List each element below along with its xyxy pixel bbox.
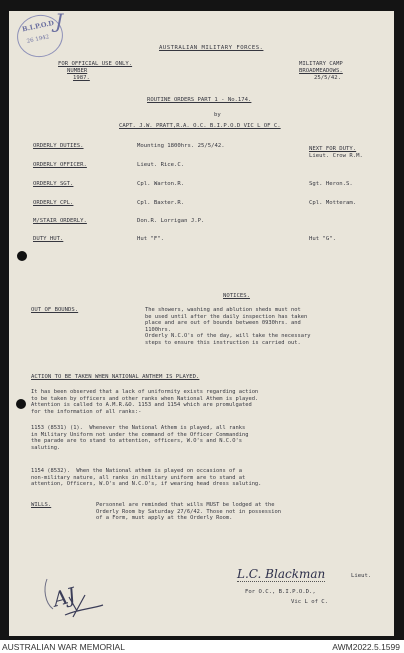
camp-location: BROADMEADOWS. xyxy=(299,68,343,74)
routine-orders-heading: ROUTINE ORDERS PART 1 - No.174. xyxy=(147,97,252,103)
archive-name: AUSTRALIAN WAR MEMORIAL xyxy=(2,642,125,652)
duty-value: Cpl. Warton.R. xyxy=(137,181,185,187)
handwritten-initials: AJ xyxy=(50,582,79,612)
archive-reference: AWM2022.5.1599 xyxy=(332,642,400,652)
stamp-initial: J xyxy=(55,11,64,33)
signature-for-line: For O.C., B.I.P.O.D., xyxy=(245,589,316,595)
by-label: by xyxy=(214,112,221,118)
duty-label: ORDERLY CPL. xyxy=(33,200,74,206)
duty-label: M/STAIR ORDERLY. xyxy=(33,218,87,224)
stamp-date: 26 1942 xyxy=(26,34,50,45)
duty-label: ORDERLY OFFICER. xyxy=(33,162,87,168)
commanding-officer: CAPT. J.W. PRATT,R.A. O.C. B.I.P.O.D VIC L OF C. xyxy=(119,123,281,129)
duty-value: Don.R. Lorrigan J.P. xyxy=(137,218,205,224)
document-page xyxy=(9,11,394,636)
duty-value: Cpl. Baxter.R. xyxy=(137,200,185,206)
document-date: 25/5/42. xyxy=(314,75,341,81)
anthem-intro: It has been observed that a lack of uniformity exists regarding action to be taken by officers and other ranks when National Athem is played. Attention is called to A.M.R.&O. 1153 and 1154 which are promulgated for the information of all ranks:- xyxy=(31,389,259,415)
document-title: AUSTRALIAN MILITARY FORCES. xyxy=(159,45,264,51)
duty-value: Hut "F". xyxy=(137,236,164,242)
duty-next: Cpl. Motteram. xyxy=(309,200,357,206)
duty-value: Lieut. Rice.C. xyxy=(137,162,185,168)
duty-next: NEXT FOR DUTY. xyxy=(309,146,357,152)
number-label: NUMBER xyxy=(67,68,88,74)
out-of-bounds-label: OUT OF BOUNDS. xyxy=(31,307,79,313)
duty-next: Lieut. Crow R.M. xyxy=(309,153,363,159)
officer-signature: L.C. Blackman xyxy=(237,567,326,581)
wills-label: WILLS. xyxy=(31,502,52,508)
wills-text: Personnel are reminded that wills MUST be lodged at the Orderly Room by Saturday 27/6/42. Those not in possession of a Form, must apply at the Orderly Room. xyxy=(96,502,281,521)
punch-hole-top xyxy=(17,251,27,261)
duty-value: Mounting 1800hrs. 25/5/42. xyxy=(137,143,225,149)
camp-name: MILITARY CAMP xyxy=(299,61,343,67)
archive-footer xyxy=(0,640,404,653)
order-1154: 1154 (8532). When the National athem is played on occasions of a non-military nature, all ranks in military uniform are to stand at attention, Officers, W.O's and N.C.O's, if wearing head dress saluting. xyxy=(31,468,262,487)
anthem-heading: ACTION TO BE TAKEN WHEN NATIONAL ANTHEM IS PLAYED. xyxy=(31,374,200,380)
duty-next: Hut "G". xyxy=(309,236,336,242)
duty-next: Sgt. Heron.S. xyxy=(309,181,353,187)
stamp-text: B.I.P.O.D xyxy=(21,18,55,34)
classification-line: FOR OFFICIAL USE ONLY. xyxy=(58,61,133,67)
signature-rank: Lieut. xyxy=(351,573,372,579)
duty-label: ORDERLY DUTIES. xyxy=(33,143,84,149)
duty-label: ORDERLY SGT. xyxy=(33,181,74,187)
duty-label: DUTY HUT. xyxy=(33,236,64,242)
order-1153: 1153 (8531) (1). Whenever the National Athem is played, all ranks in Military Uniform not under the command of the Officer Commanding the parade are to stand to attention, officers, W.O's and N.C.O's saluting. xyxy=(31,425,249,451)
number-value: 1987. xyxy=(73,75,90,81)
out-of-bounds-text: The showers, washing and ablution sheds must not be used until after the daily inspection has taken place and are out of bounds between 0930hrs. and 1100hrs. Orderly N.C.O's of the day, will take the necessary steps to ensure this instruction is carried out. xyxy=(145,307,311,346)
signature-vic: Vic L of C. xyxy=(291,599,329,605)
punch-hole-bottom xyxy=(16,399,26,409)
handwritten-mark xyxy=(39,569,109,629)
notices-heading: NOTICES. xyxy=(223,293,250,299)
